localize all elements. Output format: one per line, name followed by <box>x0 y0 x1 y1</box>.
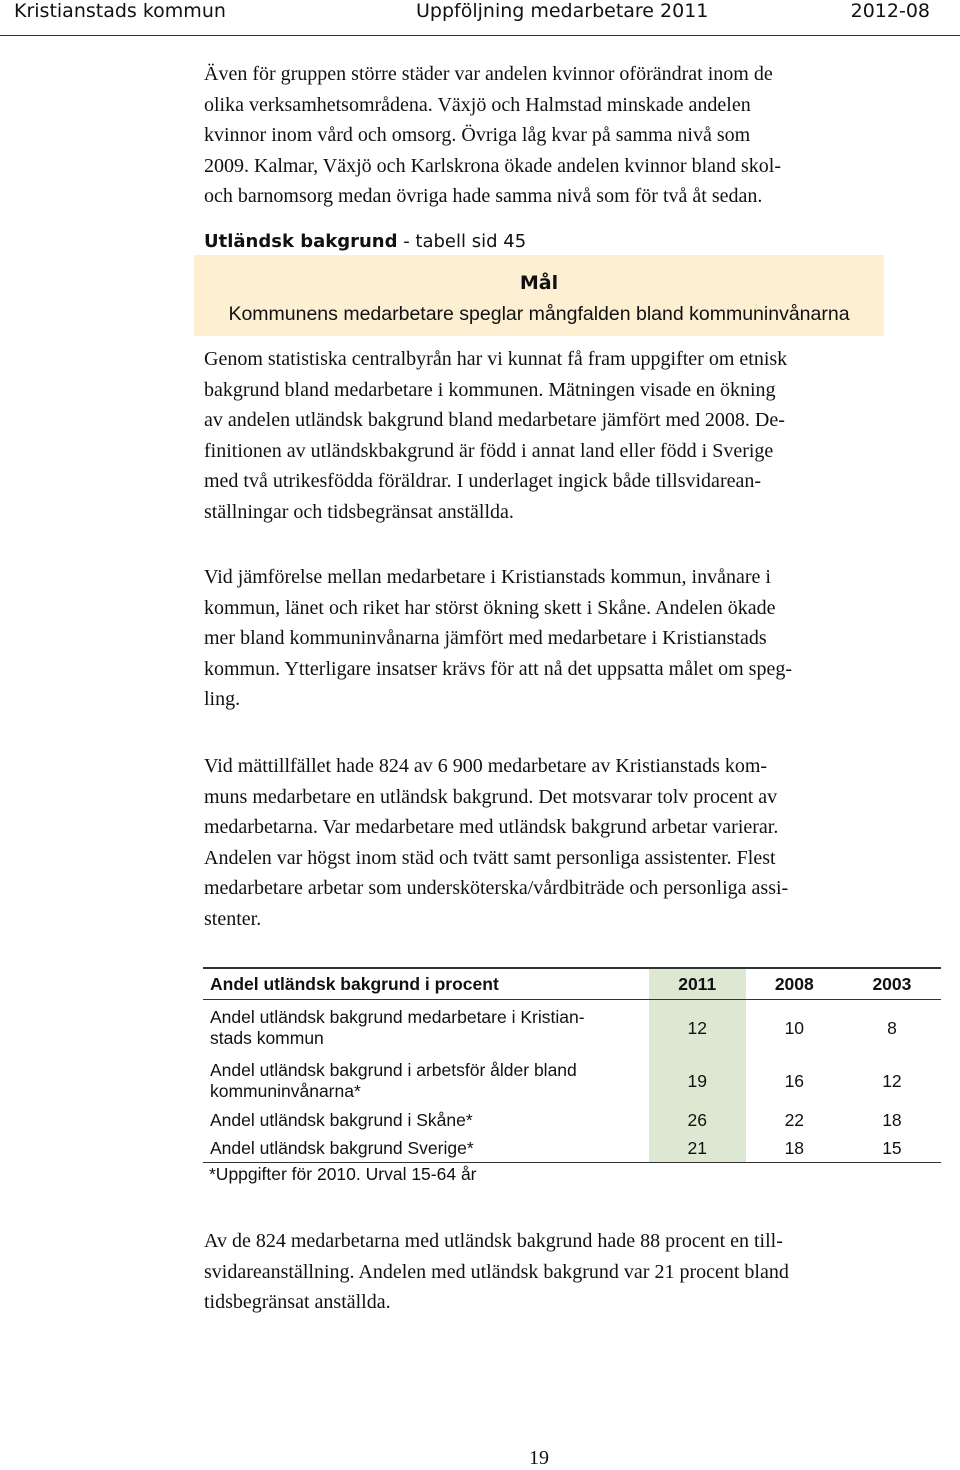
paragraph-comparison: Vid jämförelse mellan medarbetare i Kristianstads kommun, invånare i kommun, länet och riket har störst ökning skett i Skåne. Andelen ökade mer bland kommuninvånarna jämfört med medarbetare i Kristianstads kommun. Ytterligare insatser krävs för att nå det uppsatta målet om speg- ling. <box>204 566 792 710</box>
cell-2011: 12 <box>649 1000 746 1057</box>
table-header-2011: 2011 <box>649 968 746 1000</box>
header-document-title: Uppföljning medarbetare 2011 <box>416 0 709 22</box>
header-date: 2012-08 <box>850 0 930 22</box>
row-label: Andel utländsk bakgrund i arbetsför ålder bland kommuninvånarna* <box>210 1060 577 1101</box>
goal-text: Kommunens medarbetare speglar mångfalden bland kommuninvånarna <box>228 303 850 325</box>
page-number: 19 <box>529 1447 549 1469</box>
cell-2003: 18 <box>882 1109 902 1130</box>
table-header-2003: 2003 <box>843 968 941 1000</box>
table-header-label: Andel utländsk bakgrund i procent <box>203 968 649 1000</box>
table-header-2008: 2008 <box>746 968 843 1000</box>
table-row <box>203 1106 941 1134</box>
row-label: Andel utländsk bakgrund i Skåne* <box>210 1109 473 1130</box>
table-row <box>203 1056 941 1106</box>
background-table <box>203 967 941 1163</box>
goal-title: Mål <box>519 272 559 294</box>
cell-2003: 12 <box>882 1070 902 1091</box>
table-row <box>203 1134 941 1163</box>
intro-paragraph: Även för gruppen större städer var andelen kvinnor oförändrat inom de olika verksamhetsområdena. Växjö och Halmstad minskade andelen kvinnor inom vård och omsorg. Övriga låg kvar på samma nivå som 2009. Kalmar, Växjö och Karlskrona ökade andelen kvinnor bland skol- och barnomsorg medan övriga hade samma nivå som för två åt sedan. <box>204 63 782 207</box>
cell-2008: 16 <box>784 1070 805 1091</box>
section-title: Utländsk bakgrund <box>204 231 398 252</box>
table-row <box>203 1000 941 1057</box>
paragraph-statistics: Genom statistiska centralbyrån har vi kunnat få fram uppgifter om etnisk bakgrund bland medarbetare i kommunen. Mätningen visade en ökning av andelen utländsk bakgrund bland medarbetare jämfört med 2008. De- finitionen av utländskbakgrund är född i annat land eller född i Sverige med två utrikesfödda föräldrar. I underlaget ingick både tillsvidarean- ställningar och tidsbegränsat anställda. <box>204 348 788 523</box>
section-table-reference: - tabell sid 45 <box>397 231 527 252</box>
table-header-row <box>203 968 941 1000</box>
header-organization: Kristianstads kommun <box>14 0 226 22</box>
cell-2003: 15 <box>843 1134 941 1163</box>
cell-2011: 26 <box>649 1106 746 1134</box>
cell-2003: 8 <box>887 1017 897 1038</box>
cell-2011: 19 <box>649 1056 746 1106</box>
page-header <box>0 0 960 36</box>
cell-2011: 21 <box>649 1134 746 1163</box>
cell-2008: 10 <box>784 1017 805 1038</box>
goal-box <box>194 255 884 336</box>
cell-2008: 22 <box>784 1109 805 1130</box>
row-label: Andel utländsk bakgrund medarbetare i Kristian- stads kommun <box>210 1007 585 1048</box>
paragraph-measurement: Vid mättillfället hade 824 av 6 900 medarbetare av Kristianstads kom- muns medarbetare en utländsk bakgrund. Det motsvarar tolv procent av medarbetarna. Var medarbetare med utländsk bakgrund arbetar varierar. Andelen var högst inom städ och tvätt samt personliga assistenter. Flest medarbetare arbetar som undersköterska/vårdbiträde och personliga assi- stenter. <box>204 755 789 930</box>
section-heading <box>204 230 526 254</box>
table-footnote: *Uppgifter för 2010. Urval 15-64 år <box>209 1164 477 1184</box>
paragraph-employment: Av de 824 medarbetarna med utländsk bakgrund hade 88 procent en till- svidareanställning. Andelen med utländsk bakgrund var 21 procent bland tidsbegränsat anställda. <box>204 1230 789 1313</box>
cell-2008: 18 <box>746 1134 843 1163</box>
row-label: Andel utländsk bakgrund Sverige* <box>203 1134 649 1163</box>
